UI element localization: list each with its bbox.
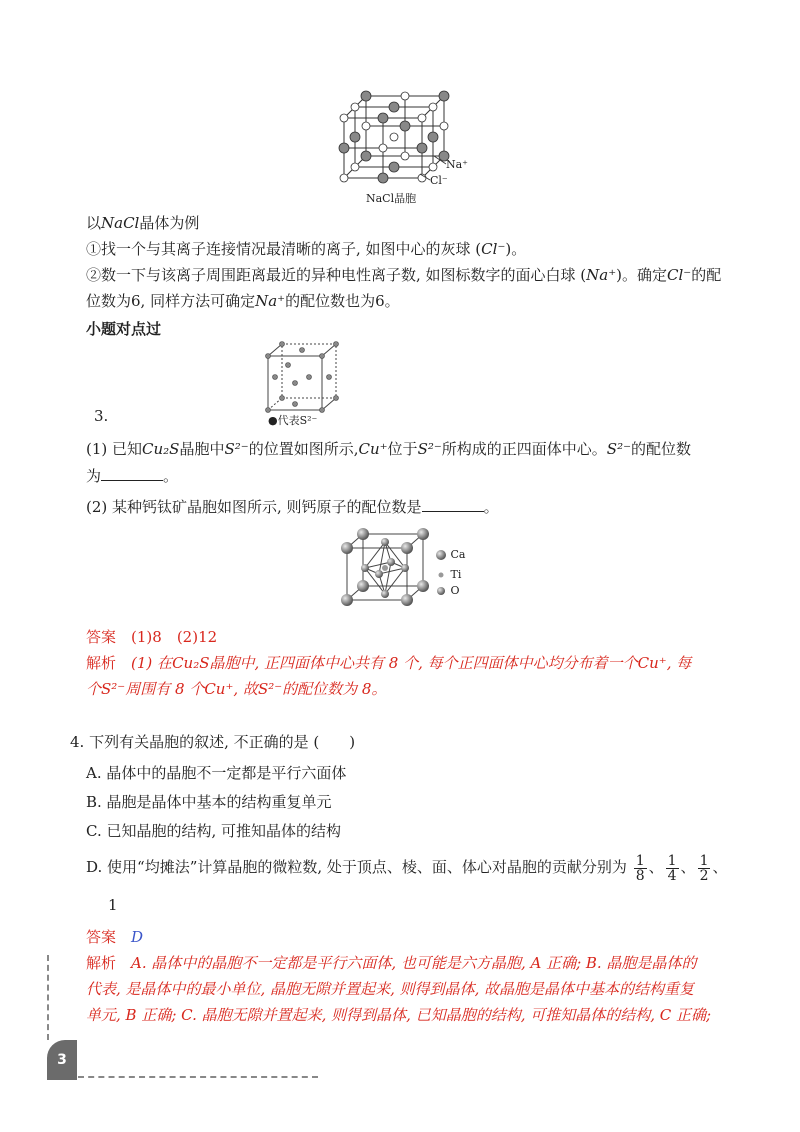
q3-p1-end: 。 [163,467,179,485]
q3-analysis-line2 [86,678,386,700]
step1-ion: Cl⁻ [481,240,506,258]
q3-answer-label: 答案 [86,628,117,646]
step2-line2 [86,290,400,312]
step2-text-b: )。确定 [616,266,668,284]
step2-ion-b: Cl⁻ [667,266,692,284]
step1-text: ①找一个与其离子连接情况最清晰的离子, 如图中心的灰球 ( [86,240,482,258]
fraction-face-den: 2 [699,867,709,884]
fraction-vertex [634,854,647,883]
q3-p2-end: 。 [483,498,499,516]
fraction-sep-3: 、 [712,858,728,876]
q4-analysis-line3: 单元, B 正确; C. 晶胞无隙并置起来, 则得到晶体, 已知晶胞的结构, 可推知晶体的结构, C 正确; [86,1006,712,1024]
fraction-edge [666,854,679,883]
page-bottom-dashed-line [78,1076,318,1078]
q3-answer-text: (1)8 (2)12 [131,628,218,646]
fraction-face [698,854,711,883]
q3-analysis-2f3: S²⁻ [257,680,283,698]
intro-suffix: 晶体为例 [139,214,200,232]
step2-line2-b: 的配位数也为6。 [285,292,400,310]
q4-option-b[interactable]: B. 晶胞是晶体中基本的结构重复单元 [86,793,332,811]
q3-p1-f3: Cu⁺ [358,440,388,458]
step1-end: )。 [505,240,527,258]
q4-answer-label: 答案 [86,928,117,946]
q3-analysis-f: Cu₂S [172,654,210,672]
q3-analysis-a: (1) 在 [131,654,173,672]
q4-analysis-text-1: A. 晶体中的晶胞不一定都是平行六面体, 也可能是六方晶胞, A 正确; B. 晶胞是晶体的 [131,954,697,972]
q3-p1-f5: S²⁻ [606,440,632,458]
legend-ca [435,548,465,561]
step2-line1 [86,264,721,286]
legend-ca-label: Ca [450,548,466,561]
cu2s-figure [262,340,352,428]
legend-ti [435,568,461,581]
q4-analysis-label: 解析 [86,954,117,972]
q3-p1-a: (1) 已知 [86,440,143,458]
q4-analysis-line1 [86,952,696,974]
q3-p1-e: 所构成的正四面体中心。 [441,440,607,458]
q3-p1-f2: S²⁻ [224,440,249,458]
q3-p1-b: 晶胞中 [179,440,225,458]
q3-analysis-label: 解析 [86,654,117,672]
page-number-tab [47,1040,77,1080]
q4-stem: 4. 下列有关晶胞的叙述, 不正确的是 ( ) [70,733,356,751]
cl-label: Cl⁻ [430,174,448,187]
q3-answer-line [86,626,217,648]
q3-p2-line [86,496,499,518]
q3-analysis-2b: 周围有 8 个 [125,680,205,698]
legend-ti-label: Ti [450,568,462,581]
q3-analysis-f2: Cu⁺ [637,654,667,672]
perovskite-figure [335,528,475,610]
fraction-sep-2: 、 [680,858,696,876]
step2-text-c: 的配 [691,266,722,284]
fraction-edge-num: 1 [667,852,677,869]
q3-number: 3. [94,407,109,425]
q3-analysis-2c: , 故 [233,680,258,698]
legend-o [435,584,460,597]
step2-line2-ion: Na⁺ [255,292,286,310]
q3-analysis-2d: 的配位数为 8。 [282,680,387,698]
q3-analysis-2f: S²⁻ [101,680,126,698]
q3-p1-line2-text: 为 [86,467,102,485]
fraction-vertex-num: 1 [635,852,645,869]
step1-line [86,238,526,260]
q4-answer-value: D [131,928,144,946]
q3-p1-d: 位于 [387,440,418,458]
legend-o-label: O [450,584,460,597]
q4-option-c[interactable]: C. 已知晶胞的结构, 可推知晶体的结构 [86,822,342,840]
q3-p1-f4: S²⁻ [417,440,442,458]
page-margin-dashed-line [47,955,49,1040]
nacl-caption: NaCl晶胞 [366,192,417,205]
intro-prefix: 以 [86,214,102,232]
fraction-face-num: 1 [699,852,709,869]
fraction-sep-1: 、 [648,858,664,876]
fraction-vertex-den: 8 [635,867,645,884]
q3-analysis-line1 [86,652,691,674]
intro-formula: NaCl [101,214,140,232]
q4-option-d-last: 1 [108,896,118,914]
section-title: 小题对点过 [86,320,162,338]
q3-analysis-c: , 每 [666,654,692,672]
intro-line [86,212,199,234]
q4-option-d-text: D. 使用“均摊法”计算晶胞的微粒数, 处于顶点、棱、面、体心对晶胞的贡献分别为 [86,858,627,876]
q3-blank-1[interactable] [101,466,163,481]
q3-blank-2[interactable] [422,497,484,512]
page-number: 3 [57,1052,67,1068]
step2-ion-a: Na⁺ [586,266,617,284]
nacl-figure [330,86,470,206]
q3-p1-f1: Cu₂S [142,440,180,458]
q4-option-d[interactable] [86,852,728,883]
fraction-edge-den: 4 [667,867,677,884]
step2-line2-a: 位数为6, 同样方法可确定 [86,292,256,310]
step2-text-a: ②数一下与该离子周围距离最近的异种电性离子数, 如图标数字的面心白球 ( [86,266,587,284]
q3-p2-text: (2) 某种钙钛矿晶胞如图所示, 则钙原子的配位数是 [86,498,422,516]
q3-analysis-2a: 个 [86,680,102,698]
q3-p1-line1 [86,438,691,460]
q3-analysis-2f2: Cu⁺ [204,680,234,698]
q4-answer-line [86,926,143,948]
na-label: Na⁺ [446,158,468,171]
q3-p1-line2 [86,465,178,487]
q4-option-a[interactable]: A. 晶体中的晶胞不一定都是平行六面体 [86,764,347,782]
q4-analysis-line2: 代表, 是晶体中的最小单位, 晶胞无隙并置起来, 则得到晶体, 故晶胞是晶体中基本的结构重复 [86,980,695,998]
q3-p1-c: 的位置如图所示, [248,440,359,458]
q3-analysis-b: 晶胞中, 正四面体中心共有 8 个, 每个正四面体中心均分布着一个 [209,654,638,672]
q3-p1-f: 的配位数 [631,440,692,458]
cu2s-caption: ●代表S²⁻ [268,414,318,427]
